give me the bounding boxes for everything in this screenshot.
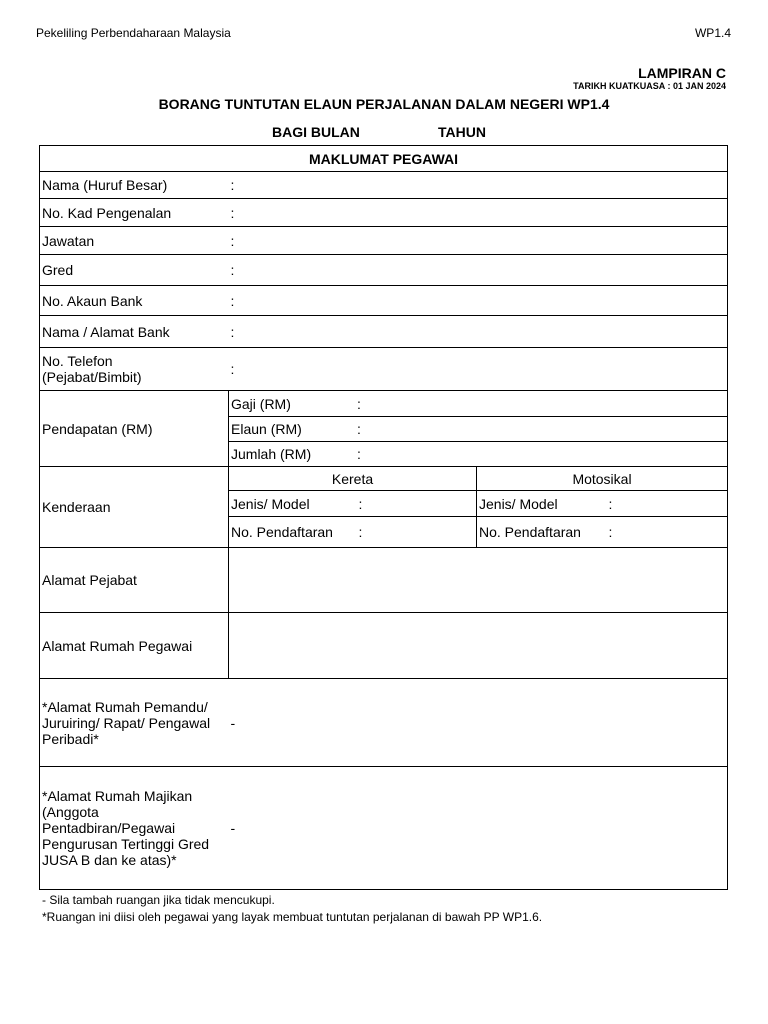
bank-field[interactable]: : — [229, 316, 728, 348]
nama-field[interactable]: : — [229, 172, 728, 199]
motosikal-jenis-field[interactable]: : — [607, 491, 728, 517]
header-right-code: WP1.4 — [694, 26, 731, 40]
header-left-text: Pekeliling Perbendaharaan Malaysia — [36, 26, 231, 40]
pendapatan-label: Pendapatan (RM) — [40, 391, 229, 467]
form-title: BORANG TUNTUTAN ELAUN PERJALANAN DALAM NEGERI WP1.4 — [158, 96, 610, 112]
alamat-pemandu-label: *Alamat Rumah Pemandu/ Juruiring/ Rapat/ Pengawal Peribadi* — [40, 679, 229, 767]
alamat-pejabat-field[interactable] — [229, 548, 728, 613]
footnote-2: *Ruangan ini diisi oleh pegawai yang layak membuat tuntutan perjalanan di bawah PP WP1.6. — [42, 910, 543, 924]
effective-date: TARIKH KUATKUASA : 01 JAN 2024 — [573, 81, 726, 91]
motosikal-heading: Motosikal — [477, 467, 728, 491]
gaji-field[interactable]: Gaji (RM) : — [229, 391, 728, 417]
alamat-pemandu-field[interactable]: - — [229, 679, 728, 767]
alamat-majikan-field[interactable]: - — [229, 767, 728, 890]
alamat-majikan-label: *Alamat Rumah Majikan (Anggota Pentadbiran/Pegawai Pengurusan Tertinggi Gred JUSA B dan ke atas)* — [40, 767, 229, 890]
alamat-rumah-label: Alamat Rumah Pegawai — [40, 613, 229, 679]
jumlah-field[interactable]: Jumlah (RM) : — [229, 442, 728, 467]
telefon-label: No. Telefon (Pejabat/Bimbit) — [40, 348, 229, 391]
kereta-jenis-field[interactable]: : — [357, 491, 477, 517]
telefon-field[interactable]: : — [229, 348, 728, 391]
claim-form-table — [39, 145, 728, 890]
footnote-1: - Sila tambah ruangan jika tidak mencukupi. — [42, 893, 275, 907]
gred-field[interactable]: : — [229, 255, 728, 286]
gred-label: Gred — [40, 255, 229, 286]
akaun-field[interactable]: : — [229, 286, 728, 316]
alamat-pejabat-label: Alamat Pejabat — [40, 548, 229, 613]
kereta-heading: Kereta — [229, 467, 477, 491]
kenderaan-label: Kenderaan — [40, 467, 229, 548]
bank-label: Nama / Alamat Bank — [40, 316, 229, 348]
month-label: BAGI BULAN — [272, 124, 360, 140]
kereta-pendaftaran-label: No. Pendaftaran — [229, 517, 357, 548]
nama-label: Nama (Huruf Besar) — [40, 172, 229, 199]
kereta-jenis-label: Jenis/ Model — [229, 491, 357, 517]
kp-label: No. Kad Pengenalan — [40, 199, 229, 227]
section-heading: MAKLUMAT PEGAWAI — [40, 146, 728, 172]
lampiran-label: LAMPIRAN C — [638, 65, 726, 81]
kereta-pendaftaran-field[interactable]: : — [357, 517, 477, 548]
motosikal-jenis-label: Jenis/ Model — [477, 491, 607, 517]
alamat-rumah-field[interactable] — [229, 613, 728, 679]
motosikal-pendaftaran-field[interactable]: : — [607, 517, 728, 548]
akaun-label: No. Akaun Bank — [40, 286, 229, 316]
kp-field[interactable]: : — [229, 199, 728, 227]
elaun-field[interactable]: Elaun (RM) : — [229, 417, 728, 442]
jawatan-field[interactable]: : — [229, 227, 728, 255]
year-label: TAHUN — [438, 124, 486, 140]
motosikal-pendaftaran-label: No. Pendaftaran — [477, 517, 607, 548]
jawatan-label: Jawatan — [40, 227, 229, 255]
